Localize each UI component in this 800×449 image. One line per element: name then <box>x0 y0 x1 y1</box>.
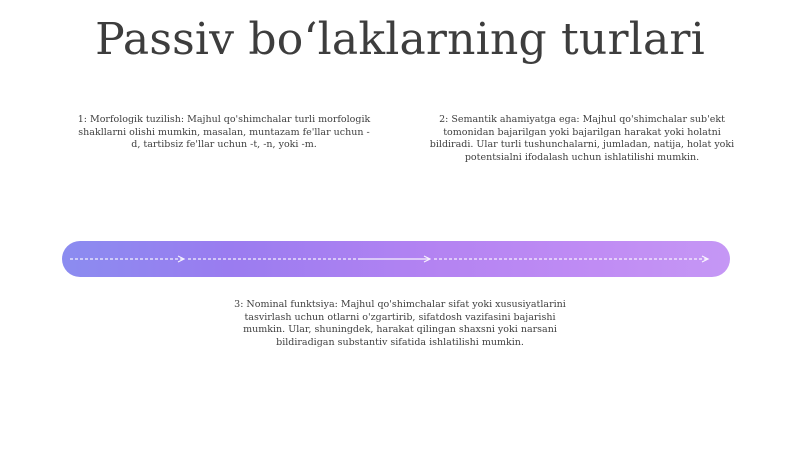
timeline-item-3-text: 3: Nominal funktsiya: Majhul qo'shimchalar sifat yoki xususiyatlarini tasvirlash uchun otlarni o'zgartirib, sifatdosh vazifasini bajarishi mumkin. Ular, shuningdek, harakat qilingan shaxsni yoki narsani bildiradigan substantiv sifatida ishlatilishi mumkin. <box>234 299 566 348</box>
timeline-item-1-text: 1: Morfologik tuzilish: Majhul qo'shimchalar turli morfologik shakllarni olishi mumkin, masalan, muntazam fe'llar uchun -d, tartibsiz fe'llar uchun -t, -n, yoki -m. <box>77 114 371 150</box>
timeline-item-2-text: 2: Semantik ahamiyatga ega: Majhul qo'shimchalar sub'ekt tomonidan bajarilgan yoki bajarilgan harakat yoki holatni bildiradi. Ular turli tushunchalarni, jumladan, natija, holat yoki potentsialni ifodalash uchun ishlatilishi mumkin. <box>429 114 735 163</box>
slide-title: Passiv bo‘laklarning turlari <box>95 14 705 65</box>
timeline-bar <box>62 241 730 277</box>
timeline-arrows <box>62 241 730 277</box>
